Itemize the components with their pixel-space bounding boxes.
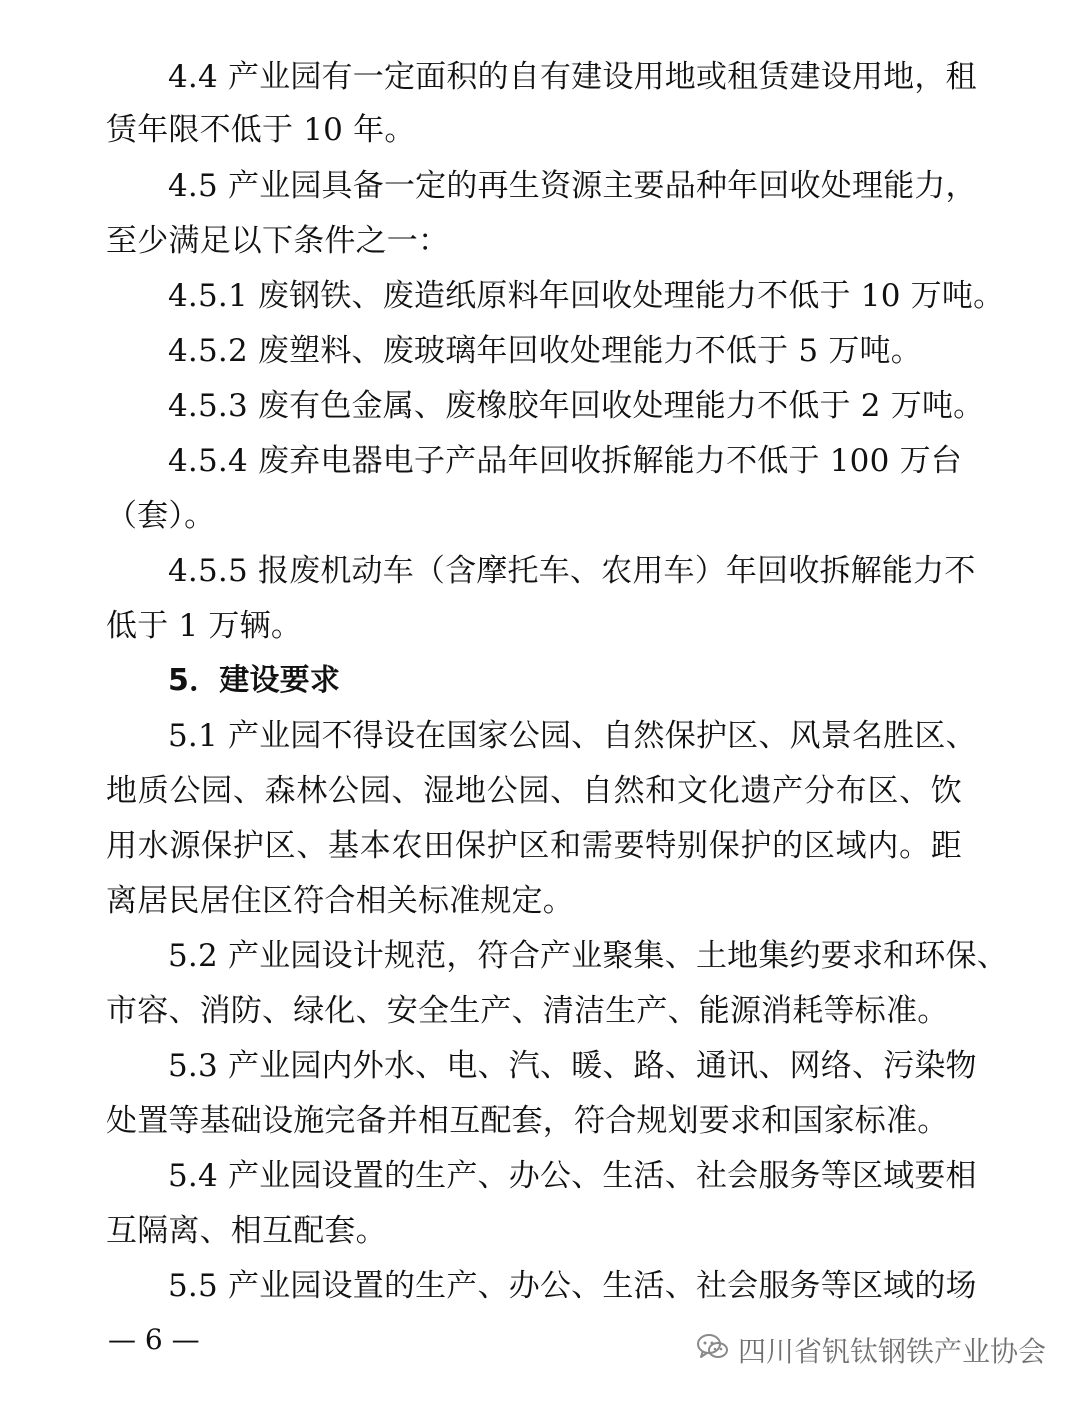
paragraph-4-5-4-line-1: 4.5.4 废弃电器电子产品年回收拆解能力不低于 100 万台: [168, 443, 962, 479]
paragraph-4-5-3: 4.5.3 废有色金属、废橡胶年回收处理能力不低于 2 万吨。: [168, 388, 985, 424]
paragraph-5-1-line-3: 用水源保护区、基本农田保护区和需要特别保护的区域内。距: [106, 828, 962, 864]
page-number: — 6 —: [108, 1323, 200, 1356]
paragraph-5-4-line-1: 5.4 产业园设置的生产、办公、生活、社会服务等区域要相: [168, 1158, 977, 1194]
paragraph-4-4-line-1: 4.4 产业园有一定面积的自有建设用地或租赁建设用地，租: [168, 59, 977, 95]
paragraph-5-4-line-2: 互隔离、相互配套。: [106, 1213, 387, 1249]
paragraph-5-2-line-2: 市容、消防、绿化、安全生产、清洁生产、能源消耗等标准。: [106, 993, 949, 1029]
paragraph-4-5-1: 4.5.1 废钢铁、废造纸原料年回收处理能力不低于 10 万吨。: [168, 278, 1005, 314]
wechat-icon: [696, 1332, 730, 1369]
paragraph-5-1-line-4: 离居民居住区符合相关标准规定。: [106, 883, 574, 919]
paragraph-5-2-line-1: 5.2 产业园设计规范，符合产业聚集、土地集约要求和环保、: [168, 938, 1008, 974]
paragraph-4-5-5-line-1: 4.5.5 报废机动车（含摩托车、农用车）年回收拆解能力不: [168, 553, 976, 589]
paragraph-4-5-4-line-2: （套）。: [106, 498, 216, 534]
paragraph-5-3-line-1: 5.3 产业园内外水、电、汽、暖、路、通讯、网络、污染物: [168, 1048, 977, 1084]
paragraph-4-4-line-2: 赁年限不低于 10 年。: [106, 112, 416, 148]
paragraph-4-5-2: 4.5.2 废塑料、废玻璃年回收处理能力不低于 5 万吨。: [168, 333, 922, 369]
paragraph-5-1-line-1: 5.1 产业园不得设在国家公园、自然保护区、风景名胜区、: [168, 718, 977, 754]
paragraph-4-5-line-2: 至少满足以下条件之一：: [106, 223, 450, 259]
section-heading-5: 5．建设要求: [168, 663, 341, 698]
wechat-watermark: [696, 1330, 1046, 1370]
watermark-text: 四川省钒钛钢铁产业协会: [737, 1335, 1046, 1368]
paragraph-5-3-line-2: 处置等基础设施完备并相互配套，符合规划要求和国家标准。: [106, 1103, 949, 1139]
paragraph-4-5-5-line-2: 低于 1 万辆。: [106, 608, 303, 644]
paragraph-5-1-line-2: 地质公园、森林公园、湿地公园、自然和文化遗产分布区、饮: [106, 773, 962, 809]
paragraph-5-5-line-1: 5.5 产业园设置的生产、办公、生活、社会服务等区域的场: [168, 1268, 977, 1304]
paragraph-4-5-line-1: 4.5 产业园具备一定的再生资源主要品种年回收处理能力，: [168, 168, 977, 204]
